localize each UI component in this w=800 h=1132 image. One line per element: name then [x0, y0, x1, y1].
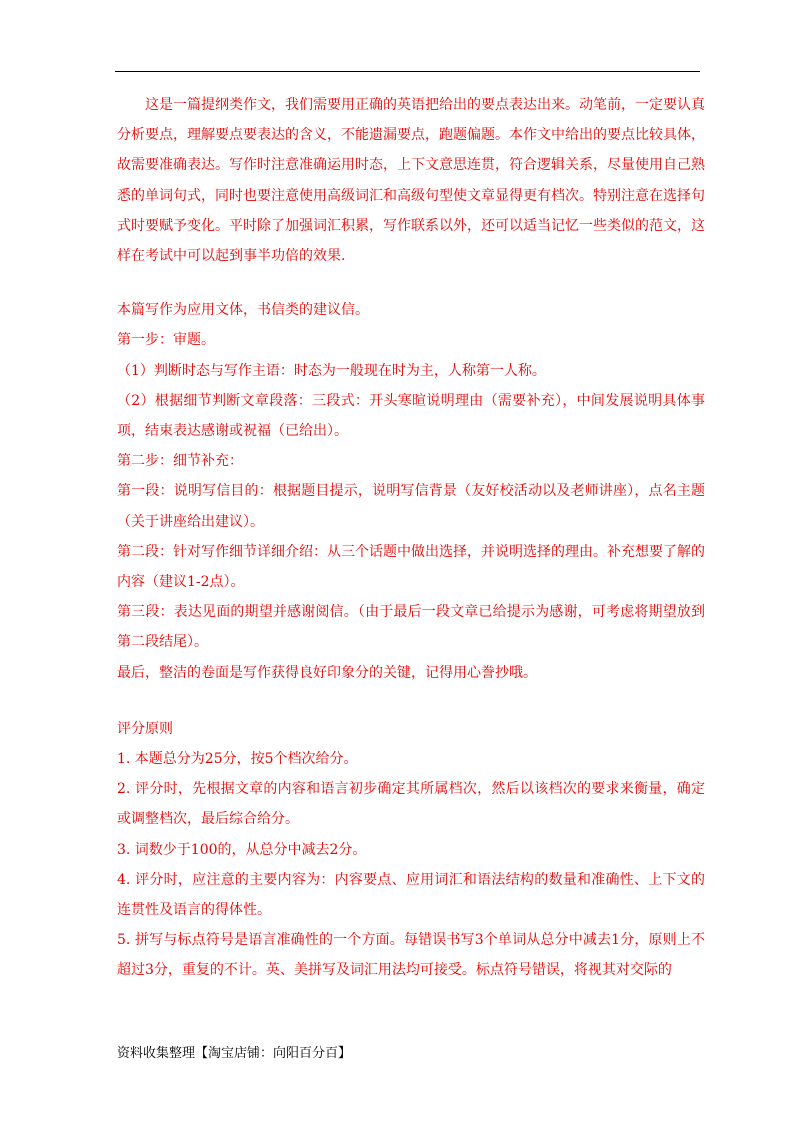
- analysis-point-2: （2）根据细节判断文章段落：三段式：开头寒暄说明理由（需要补充），中间发展说明具体事项，结束表达感谢或祝福（已给出）。: [117, 392, 705, 440]
- analysis-step-1: 第一步：审题。: [117, 332, 215, 349]
- analysis-paragraph-1: 第一段：说明写信目的：根据题目提示，说明写信背景（友好校活动以及老师讲座），点名主题（关于讲座给出建议）。: [117, 483, 705, 530]
- analysis-paragraph-2: 第二段：针对写作细节详细介绍：从三个话题中做出选择，并说明选择的理由。补充想要了解的内容（建议1-2点）。: [117, 543, 705, 591]
- analysis-step-2: 第二步：细节补充：: [117, 453, 243, 470]
- scoring-item-2: 2. 评分时，先根据文章的内容和语言初步确定其所属档次，然后以该档次的要求来衡量，确定或调整档次，最后综合给分。: [117, 781, 705, 828]
- scoring-title: 评分原则: [117, 720, 173, 737]
- intro-paragraph: 这是一篇提纲类作文，我们需要用正确的英语把给出的要点表达出来。动笔前，一定要认真分析要点，理解要点要表达的含义，不能遗漏要点，跑题偏题。本作文中给出的要点比较具体，故需要准确表达。写作时注意准确运用时态，上下文意思连贯，符合逻辑关系，尽量使用自己熟悉的单词句式，同时也要注意使用高级词汇和高级句型使文章显得更有档次。特别注意在选择句式时要赋予变化。平时除了加强词汇积累，写作联系以外，还可以适当记忆一些类似的范文，这样在考试中可以起到事半功倍的效果.: [117, 97, 705, 265]
- analysis-final: 最后，整洁的卷面是写作获得良好印象分的关键，记得用心誊抄哦。: [117, 664, 537, 681]
- analysis-point-1: （1）判断时态与写作主语：时态为一般现在时为主，人称第一人称。: [117, 362, 546, 379]
- page-footer: 资料收集整理【淘宝店铺：向阳百分百】: [117, 1046, 352, 1061]
- scoring-item-1: 1. 本题总分为25分，按5个档次给分。: [117, 751, 358, 768]
- document-body: [117, 90, 705, 986]
- scoring-item-5: 5. 拼写与标点符号是语言准确性的一个方面。每错误书写3个单词从总分中减去1分，原则上不超过3分，重复的不计。英、美拼写及词汇用法均可接受。标点符号错误，将视其对交际的: [117, 932, 705, 979]
- scoring-item-3: 3. 词数少于100的，从总分中减去2分。: [117, 841, 367, 858]
- analysis-line-1: 本篇写作为应用文体，书信类的建议信。: [117, 302, 369, 319]
- header-rule: [115, 71, 700, 72]
- analysis-paragraph-3: 第三段：表达见面的期望并感谢阅信。（由于最后一段文章已给提示为感谢，可考虑将期望放到第二段结尾）。: [117, 604, 705, 651]
- scoring-item-4: 4. 评分时，应注意的主要内容为：内容要点、应用词汇和语法结构的数量和准确性、上下文的连贯性及语言的得体性。: [117, 871, 705, 919]
